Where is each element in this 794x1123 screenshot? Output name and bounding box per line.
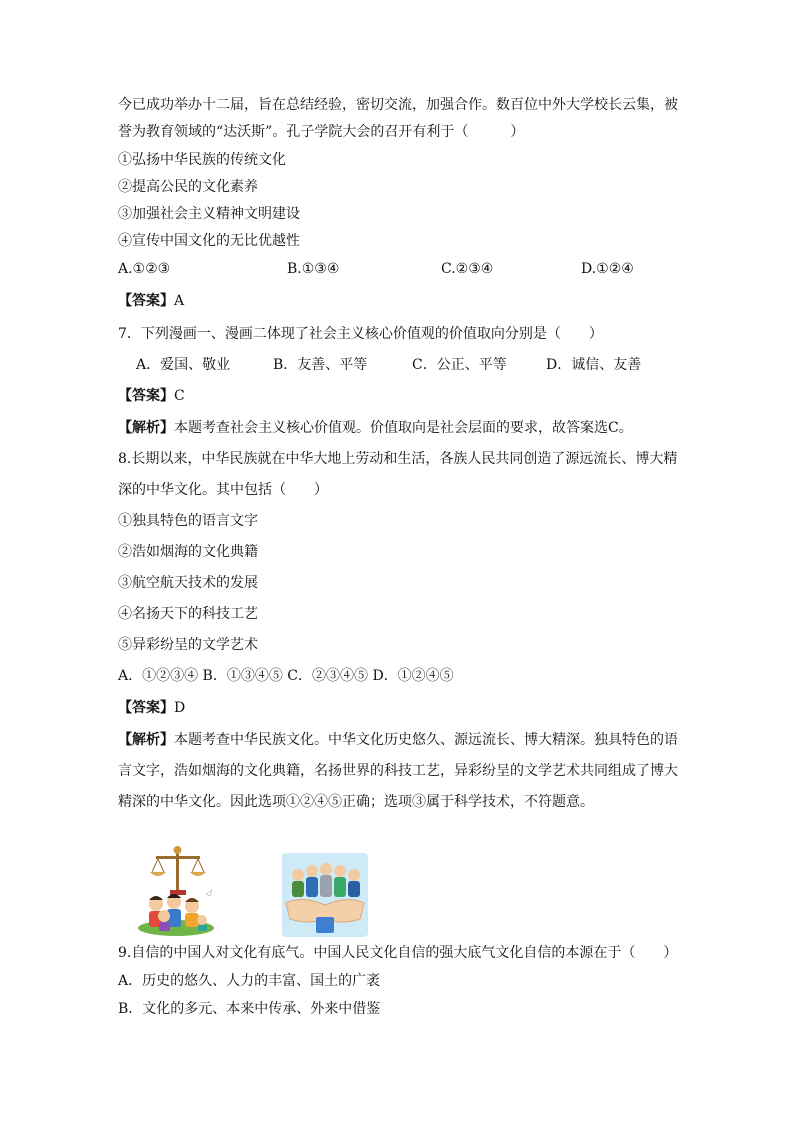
q8-item-4: ④名扬天下的科技工艺 — [118, 606, 258, 622]
q8-item-3: ③航空航天技术的发展 — [118, 575, 258, 591]
cartoon-justice-image — [136, 842, 220, 938]
q6-item-2: ②提高公民的文化素养 — [118, 179, 258, 195]
q8-item-5: ⑤异彩纷呈的文学艺术 — [118, 637, 258, 653]
q8-stem-line-1: 8.长期以来，中华民族就在中华大地上劳动和生活，各族人民共同创造了源远流长、博大精 — [118, 451, 678, 467]
q7-analysis — [118, 418, 633, 438]
q8-item-1: ①独具特色的语言文字 — [118, 513, 258, 529]
q8-stem-line-2: 深的中华文化。其中包括（ ） — [118, 482, 328, 498]
answer-value: D — [174, 700, 186, 716]
q6-option-b: B.①③④ — [287, 261, 340, 277]
answer-tag: 【答案】 — [118, 293, 174, 309]
q6-answer — [118, 291, 184, 311]
q8-analysis-line-3: 精深的中华文化。因此选项①②④⑤正确；选项③属于科学技术，不符题意。 — [118, 794, 594, 810]
q9-option-a: A．历史的悠久、人力的丰富、国土的广袤 — [118, 973, 381, 989]
q8-answer — [118, 698, 185, 718]
q6-item-4: ④宣传中国文化的无比优越性 — [118, 233, 300, 249]
q9-stem: 9.自信的中国人对文化有底气。中国人民文化自信的强大底气文化自信的本源在于（ ） — [118, 945, 678, 961]
answer-tag: 【答案】 — [118, 388, 174, 404]
q6-option-a: A.①②③ — [118, 261, 171, 277]
scales-icon — [150, 846, 206, 895]
analysis-text: 本题考查社会主义核心价值观。价值取向是社会层面的要求，故答案选C。 — [174, 420, 633, 436]
q7-option-c: C．公正、平等 — [412, 357, 507, 373]
q7-option-b: B．友善、平等 — [273, 357, 368, 373]
q9-option-b: B．文化的多元、本来中传承、外来中借鉴 — [118, 1001, 381, 1017]
q7-answer — [118, 386, 185, 406]
q7-option-a: A．爱国、敬业 — [136, 357, 231, 373]
q8-item-2: ②浩如烟海的文化典籍 — [118, 544, 258, 560]
q6-stem-line-1: 今已成功举办十二届，旨在总结经验，密切交流，加强合作。数百位中外大学校长云集，被 — [118, 97, 678, 113]
answer-tag: 【答案】 — [118, 700, 174, 716]
q6-stem-line-2: 誉为教育领域的“达沃斯”。孔子学院大会的召开有利于（ ） — [118, 124, 525, 140]
analysis-tag: 【解析】 — [118, 732, 174, 748]
q7-stem: 7．下列漫画一、漫画二体现了社会主义核心价值观的价值取向分别是（ ） — [118, 326, 603, 342]
q6-item-3: ③加强社会主义精神文明建设 — [118, 206, 300, 222]
q8-analysis-line-1 — [118, 730, 678, 750]
q6-option-c: C.②③④ — [441, 261, 494, 277]
people-group-icon — [138, 890, 214, 936]
cartoon-hands-image — [282, 853, 368, 937]
answer-value: A — [174, 293, 185, 309]
q6-option-d: D.①②④ — [581, 261, 634, 277]
answer-value: C — [174, 388, 185, 404]
q8-options: A．①②③④ B．①③④⑤ C．②③④⑤ D．①②④⑤ — [118, 668, 454, 684]
q8-analysis-line-2: 言文字，浩如烟海的文化典籍，名扬世界的科技工艺，异彩纷呈的文学艺术共同组成了博大 — [118, 763, 678, 779]
analysis-tag: 【解析】 — [118, 420, 174, 436]
q6-item-1: ①弘扬中华民族的传统文化 — [118, 152, 286, 168]
q7-option-d: D．诚信、友善 — [546, 357, 642, 373]
analysis-text: 本题考查中华民族文化。中华文化历史悠久、源远流长、博大精深。独具特色的语 — [174, 732, 678, 748]
